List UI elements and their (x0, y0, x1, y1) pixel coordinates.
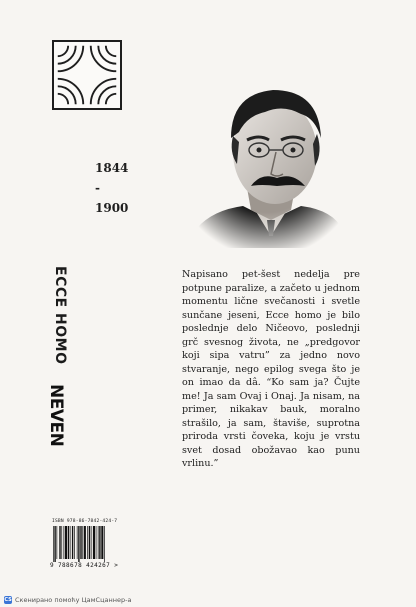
barcode-bar (61, 526, 62, 559)
isbn-label: ISBN 978-86-7842-424-7 (52, 519, 118, 524)
barcode-bar (78, 526, 79, 562)
barcode (52, 526, 126, 562)
barcode-bar (59, 526, 60, 559)
author-years (95, 158, 135, 218)
author-portrait (183, 60, 351, 248)
barcode-bar (93, 526, 95, 559)
author-name-vertical (42, 226, 43, 227)
barcode-bar (64, 526, 65, 559)
publisher-name: NEVEN (46, 384, 66, 447)
barcode-bar (74, 526, 75, 559)
barcode-bar (84, 526, 86, 559)
barcode-bar (89, 526, 90, 559)
barcode-bar (68, 526, 69, 559)
camscanner-icon: CS (4, 597, 12, 603)
barcode-bar (72, 526, 73, 559)
barcode-bar (91, 526, 92, 559)
back-cover-blurb: Napisano pet-šest nedelja pre potpune paralize, a začeto u jednom momentu lične svečanosti i svetle sunčane jeseni, Ecce homo je bilo poslednje delo Ničeovo, poslednji grč svesnog života, ne „predgovor koji sipa vatru” za jedno novo stvaranje, nego epilog svega što je on imao da dâ. “Ko sam ja? Čujte me! Ja sam Ovaj i Onaj. Ja nisam, na primer, nikakav bauk, moralno strašilo, ja sam, štaviše, suprotna priroda vrsti čoveka, koju je vrstu svet dosad obožavao kao punu vrlinu.” (182, 269, 360, 469)
barcode-bar (77, 526, 78, 559)
scanner-watermark (4, 596, 304, 604)
book-title-vertical (52, 266, 68, 365)
barcode-bar (96, 526, 97, 559)
barcode-bar (104, 526, 105, 562)
series-logo-icon (52, 40, 122, 110)
barcode-bar (53, 526, 54, 562)
year-separator: - (95, 181, 100, 195)
scanner-note-text: Скенирано помоћу ЦамСцаннер-а (15, 596, 132, 604)
death-year: 1900 (95, 201, 129, 215)
barcode-bar (57, 526, 58, 559)
barcode-bar (87, 526, 88, 559)
publisher-logo (44, 384, 74, 447)
barcode-bar (54, 526, 55, 562)
barcode-bar (98, 526, 99, 559)
birth-year: 1844 (95, 161, 129, 175)
barcode-bar (101, 526, 103, 559)
barcode-bar (65, 526, 67, 559)
barcode-number: 9 788678 424267 > (50, 562, 119, 569)
barcode-bar (82, 526, 83, 559)
barcode-bar (99, 526, 100, 559)
barcode-bar (70, 526, 71, 559)
book-title: ECCE HOMO (52, 266, 68, 365)
barcode-bar (80, 526, 81, 559)
